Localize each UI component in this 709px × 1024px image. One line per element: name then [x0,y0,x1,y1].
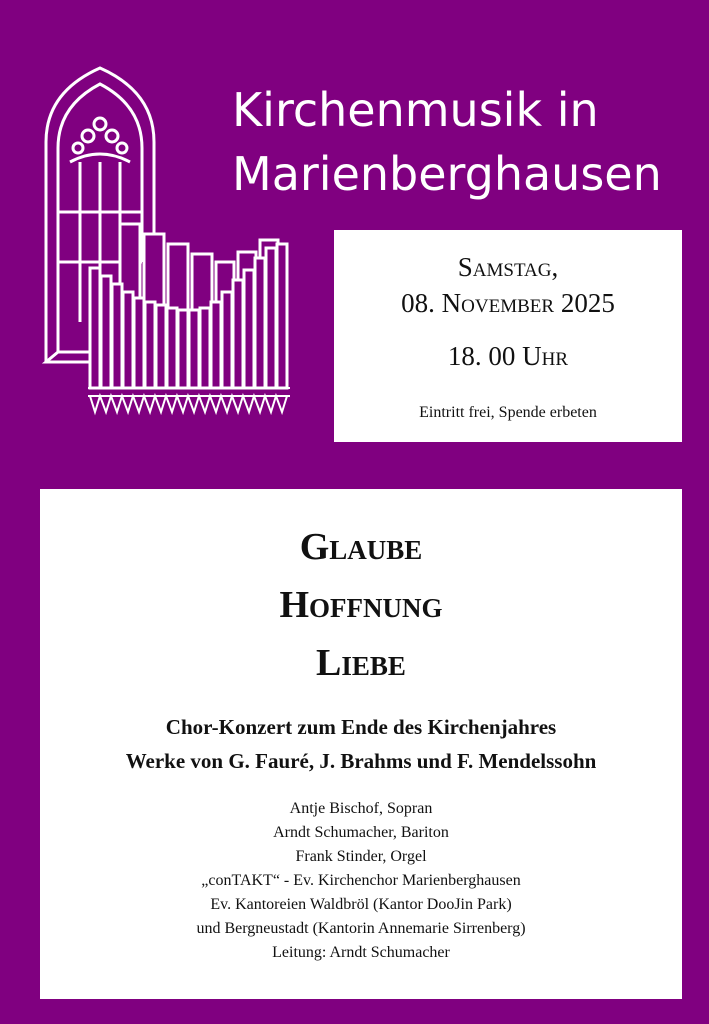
performer-item: Arndt Schumacher, Bariton [273,824,449,841]
performer-item: und Bergneustadt (Kantorin Annemarie Sirrenberg) [196,920,526,937]
concert-subtitle: Chor-Konzert zum Ende des Kirchenjahres [165,715,557,739]
performer-item: Antje Bischof, Sopran [289,800,433,817]
composers-line: Werke von G. Fauré, J. Brahms und F. Mendelssohn [125,749,597,773]
performers-list [40,797,682,965]
theme-glaube: Glaube [299,526,423,568]
date-box [334,230,682,442]
performer-item: Frank Stinder, Orgel [295,848,427,865]
title-line-1: Kirchenmusik in [232,83,599,137]
theme-liebe: Liebe [316,642,406,684]
theme-hoffnung: Hoffnung [279,584,443,626]
event-time: 18. 00 Uhr [447,341,569,371]
page-title [232,78,692,206]
church-window-organ-icon [40,62,300,422]
entry-note: Eintritt frei, Spende erbeten [419,404,597,421]
title-line-2: Marienberghausen [232,147,662,201]
event-day: Samstag, [457,252,559,282]
program-box [40,489,682,999]
performer-item: „conTAKT“ - Ev. Kirchenchor Marienberghausen [201,872,521,889]
event-date: 08. November 2025 [401,288,615,318]
performer-item: Leitung: Arndt Schumacher [272,944,450,961]
performer-item: Ev. Kantoreien Waldbröl (Kantor DooJin Park) [210,896,512,913]
